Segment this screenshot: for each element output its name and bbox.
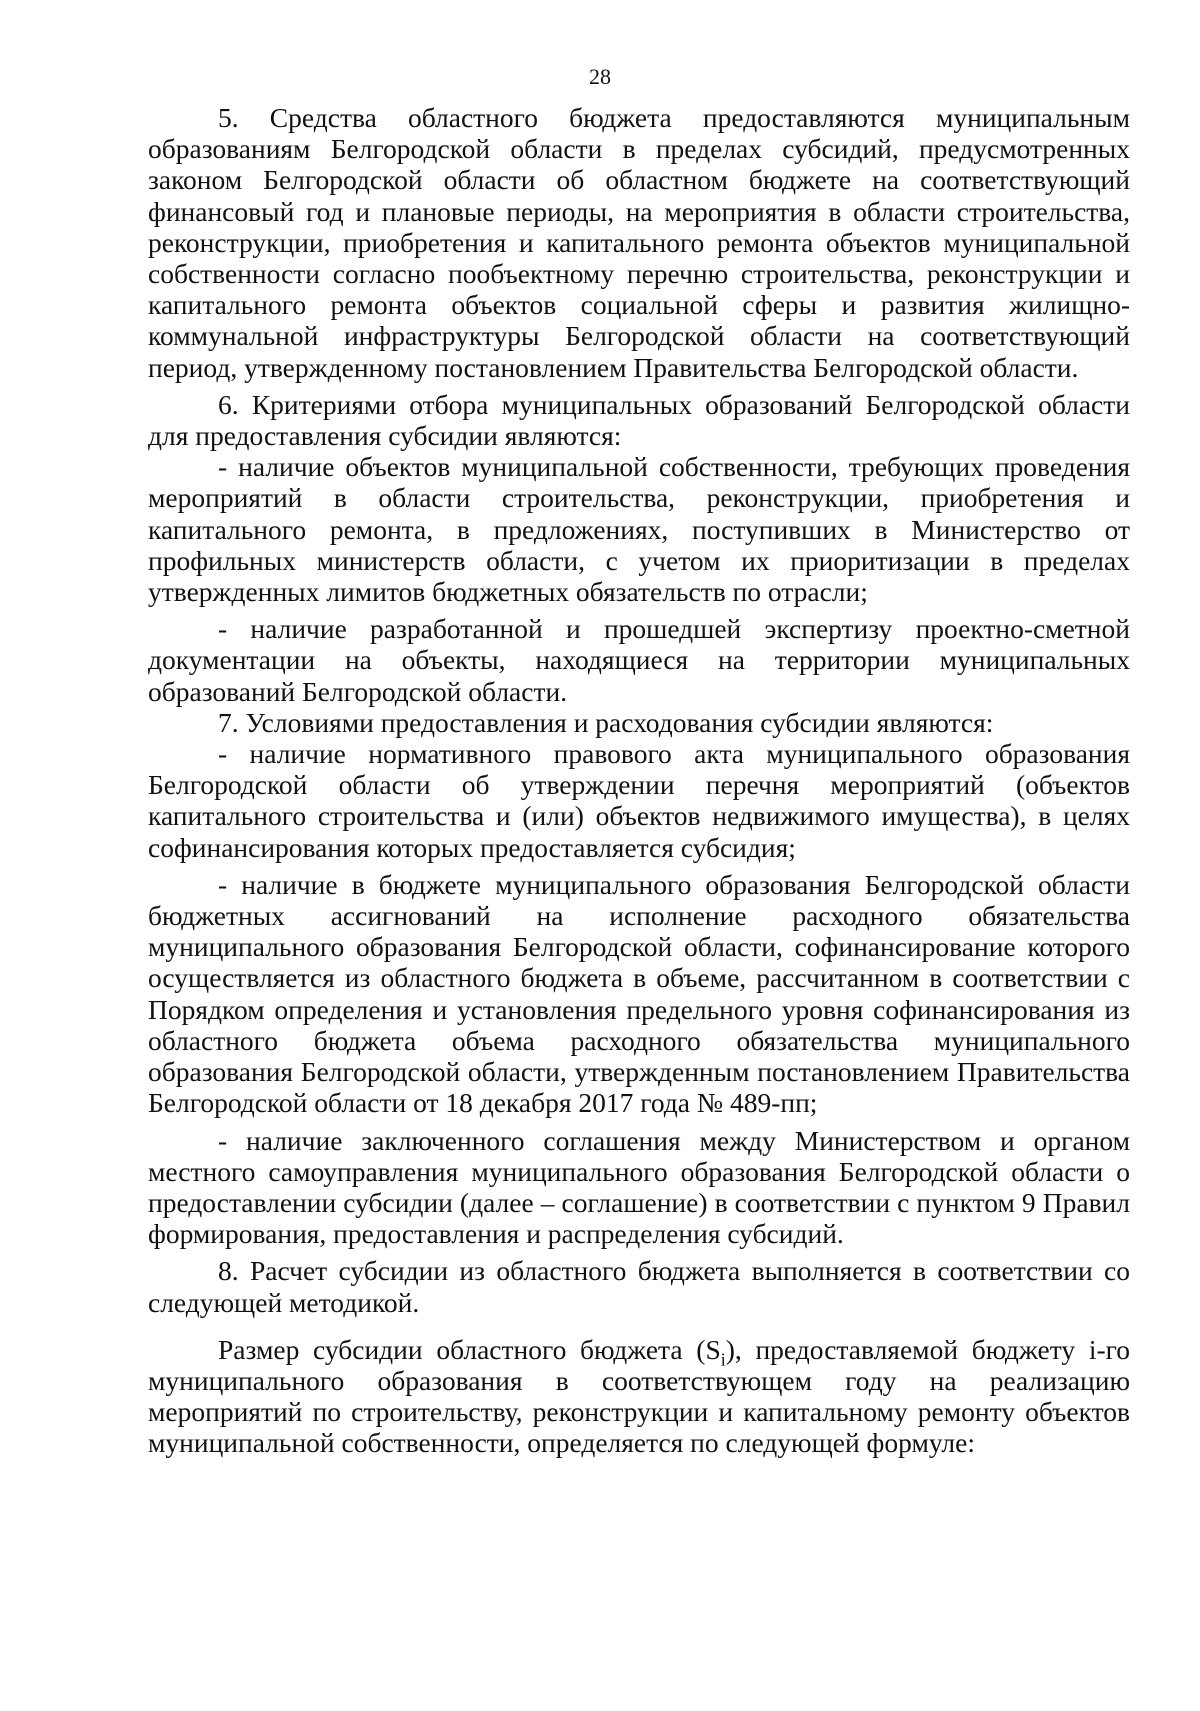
paragraph-6: 6. Критериями отбора муниципальных образований Белгородской области для предоставления субсидии являются: [148,388,1130,452]
paragraph-7-item-1: - наличие нормативного правового акта муниципального образования Белгородской области об утверждении перечня мероприятий (объектов капитального строительства и (или) объектов недвижимого имущества), в целях софинансирования которых предоставляется субсидия; [148,738,1130,863]
paragraph-6-item-1: - наличие объектов муниципальной собственности, требующих проведения мероприятий в области строительства, реконструкции, приобретения и капитального ремонта, в предложениях, поступивших в Министерство от профильных министерств области, с учетом их приоритизации в пределах утвержденных лимитов бюджетных обязательств по отрасли; [148,451,1130,608]
paragraph-8: 8. Расчет субсидии из областного бюджета выполняется в соответствии со следующей методикой. [148,1255,1130,1318]
paragraph-7-item-3: - наличие заключенного соглашения между Министерством и органом местного самоуправления муниципального образования Белгородской области о предоставлении субсидии (далее – соглашение) в соответствии с пунктом 9 Правил формирования, предоставления и распределения субсидий. [148,1124,1130,1250]
paragraph-7-item-2: - наличие в бюджете муниципального образования Белгородской области бюджетных ассигнований на исполнение расходного обязательства муниципального образования Белгородской области, софинансирование которого осуществляется из областного бюджета в объеме, рассчитанном в соответствии с Порядком определения и установления предельного уровня софинансирования из областного бюджета объема расходного обязательства муниципального образования Белгородской области, утвержденным постановлением Правительства Белгородской области от 18 декабря 2017 года № 489-пп; [148,868,1130,1119]
formula-intro-paragraph [148,1334,1130,1459]
page-number: 28 [589,64,611,89]
paragraph-5: 5. Средства областного бюджета предоставляются муниципальным образованиям Белгородской области в пределах субсидий, предусмотренных законом Белгородской области об областном бюджете на соответствующий финансовый год и плановые периоды, на мероприятия в области строительства, реконструкции, приобретения и капитального ремонта объектов муниципальной собственности согласно пообъектному перечню строительства, реконструкции и капитального ремонта объектов социальной сферы и развития жилищно-коммунальной инфраструктуры Белгородской области на соответствующий период, утвержденному постановлением Правительства Белгородской области. [148,102,1130,383]
paragraph-7: 7. Условиями предоставления и расходования субсидии являются: [218,706,994,738]
document-body [148,102,1130,1459]
subscript-i: i [720,1349,726,1370]
formula-intro-text-start: Размер субсидии областного бюджета (S [218,1333,721,1365]
formula-intro-text-end: ), предоставляемой бюджету i-го муниципального образования в соответствующем году на реализацию мероприятий по строительству, реконструкции и капитальному ремонту объектов муниципальной собственности, определяется по следующей формуле: [148,1333,1130,1459]
paragraph-6-item-2: - наличие разработанной и прошедшей экспертизу проектно-сметной документации на объекты, находящиеся на территории муниципальных образований Белгородской области. [148,613,1130,707]
